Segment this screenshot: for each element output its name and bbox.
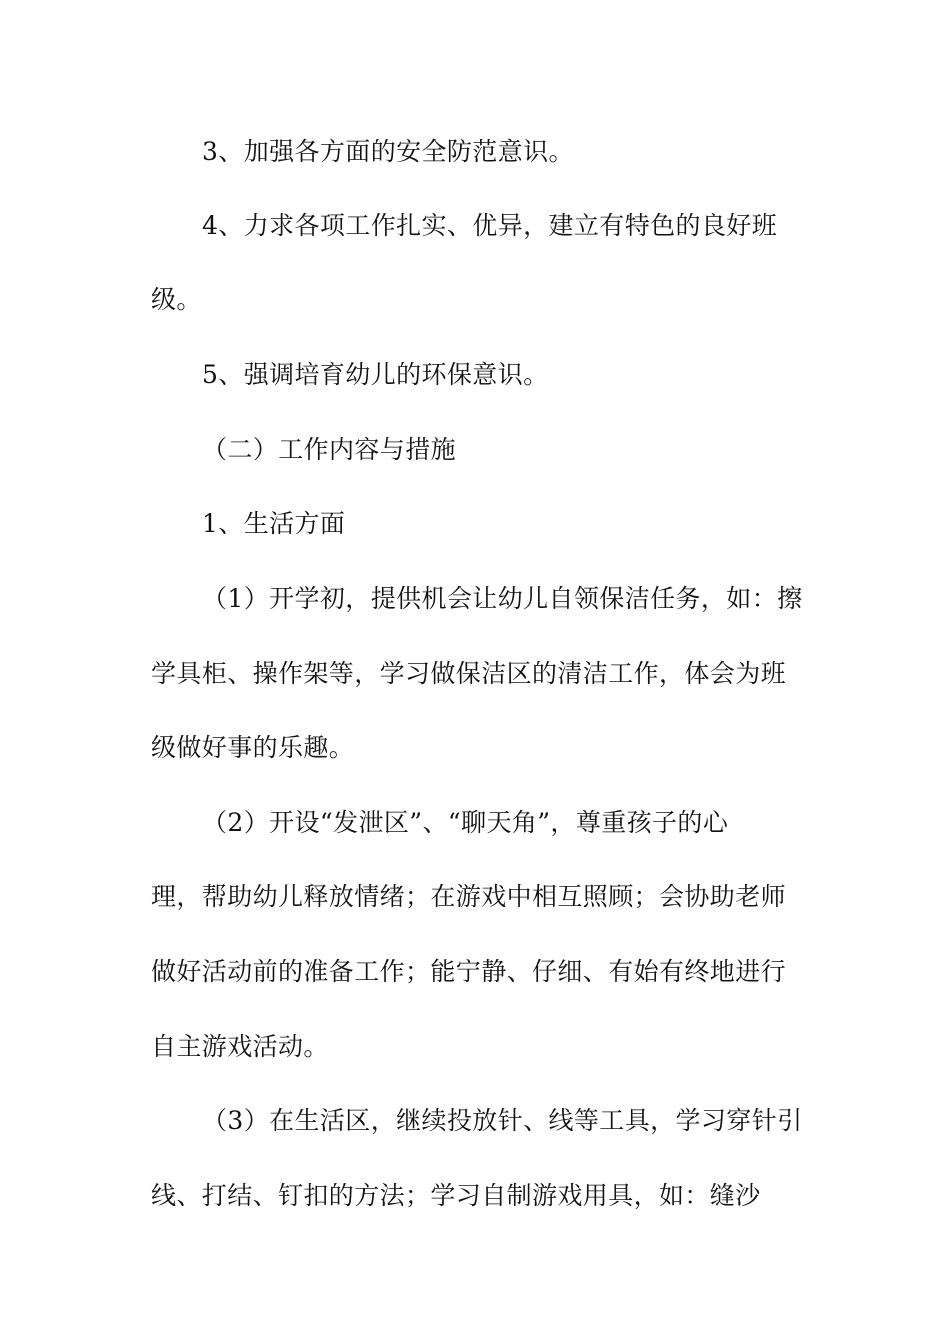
text-line-item-1-end: 级做好事的乐趣。 (151, 733, 355, 762)
text-line-item-2-cont2: 做好活动前的准备工作；能宁静、仔细、有始有终地进行 (151, 957, 787, 986)
section-heading: （二）工作内容与措施 (202, 435, 457, 464)
text-line-item-1: （1）开学初，提供机会让幼儿自领保洁任务，如：擦 (202, 584, 803, 613)
text-line-goal-4: 4、力求各项工作扎实、优异，建立有特色的良好班 (202, 211, 778, 240)
text-line-item-3-cont: 线、打结、钉扣的方法；学习自制游戏用具，如：缝沙 (151, 1181, 761, 1210)
text-line-item-3: （3）在生活区，继续投放针、线等工具，学习穿针引 (202, 1106, 803, 1135)
text-line-goal-3: 3、加强各方面的安全防范意识。 (202, 137, 574, 166)
text-line-goal-4-cont: 级。 (151, 285, 202, 314)
text-line-goal-5: 5、强调培育幼儿的环保意识。 (202, 360, 549, 389)
text-line-item-2: （2）开设“发泄区”、“聊天角”，尊重孩子的心 (202, 808, 729, 837)
subsection-heading: 1、生活方面 (202, 509, 346, 538)
text-line-item-2-cont: 理，帮助幼儿释放情绪；在游戏中相互照顾；会协助老师 (151, 882, 787, 911)
text-line-item-2-end: 自主游戏活动。 (151, 1032, 329, 1061)
text-line-item-1-cont: 学具柜、操作架等，学习做保洁区的清洁工作，体会为班 (151, 659, 787, 688)
